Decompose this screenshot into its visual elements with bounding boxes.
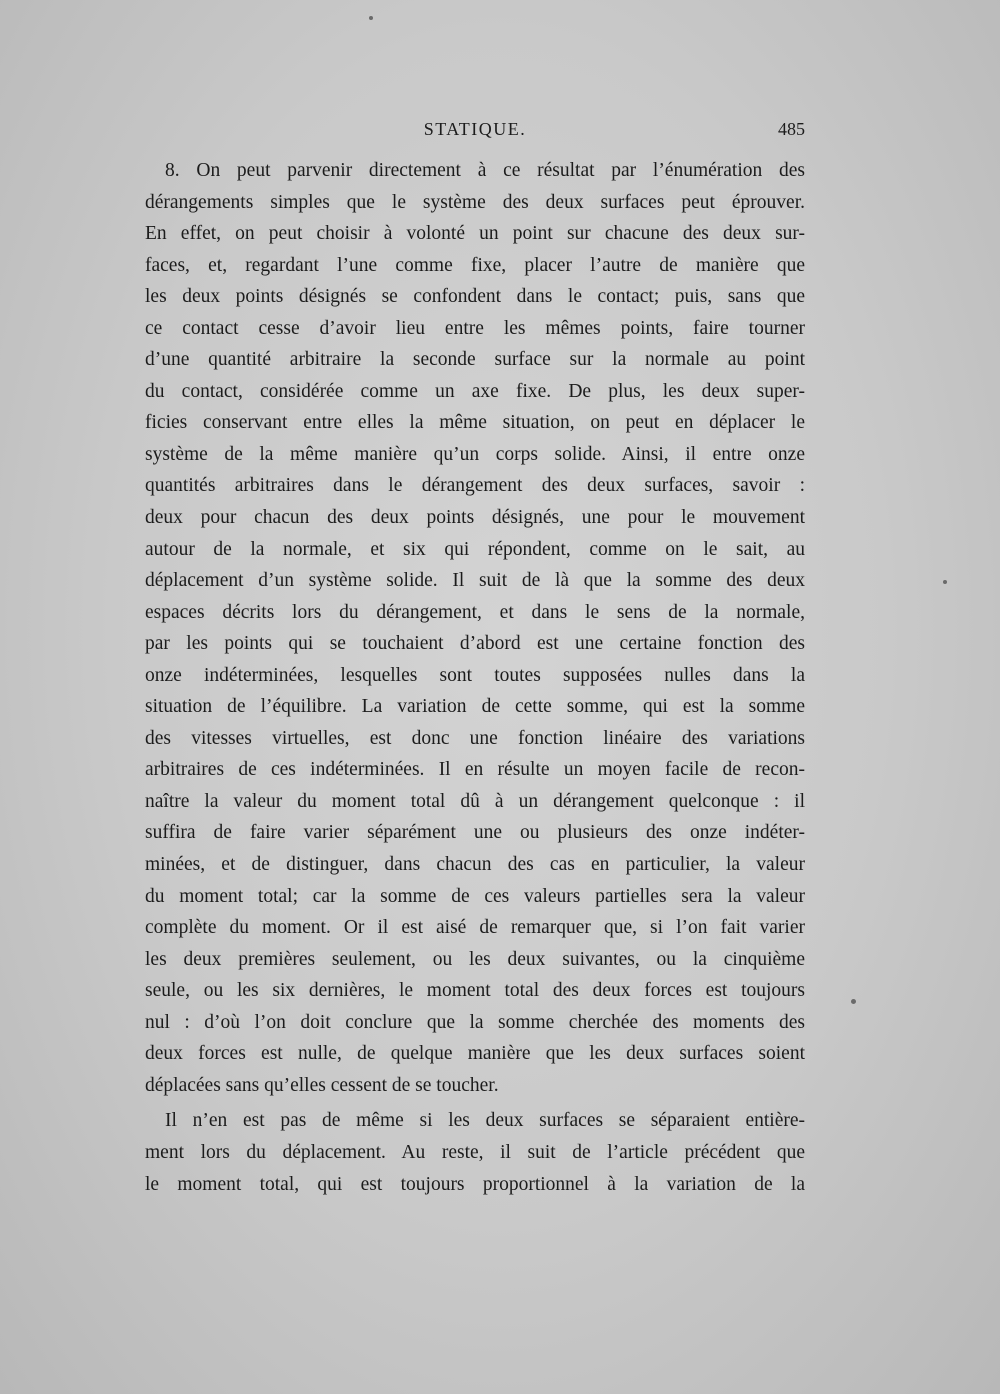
text-line: du moment total; car la somme de ces valeurs partielles sera la valeur bbox=[145, 885, 805, 907]
text-line: du contact, considérée comme un axe fixe. De plus, les deux super- bbox=[145, 380, 805, 402]
text-line: minées, et de distinguer, dans chacun des cas en particulier, la valeur bbox=[145, 854, 805, 876]
text-line: arbitraires de ces indéterminées. Il en résulte un moyen facile de recon- bbox=[145, 759, 805, 781]
text-line: d’une quantité arbitraire la seconde surface sur la normale au point bbox=[145, 349, 805, 371]
text-line: En effet, on peut choisir à volonté un point sur chacune des deux sur- bbox=[145, 223, 805, 245]
text-line: situation de l’équilibre. La variation de cette somme, qui est la somme bbox=[145, 696, 805, 718]
text-line: des vitesses virtuelles, est donc une fonction linéaire des variations bbox=[145, 727, 805, 749]
text-line: espaces décrits lors du dérangement, et dans le sens de la normale, bbox=[145, 601, 805, 623]
running-title: STATIQUE. bbox=[423, 119, 527, 139]
text-line: Il n’en est pas de même si les deux surfaces se séparaient entière- bbox=[165, 1110, 805, 1132]
text-line: ment lors du déplacement. Au reste, il suit de l’article précédent que bbox=[145, 1141, 805, 1163]
dust-speck bbox=[851, 999, 856, 1004]
text-line: les deux premières seulement, ou les deux suivantes, ou la cinquième bbox=[145, 948, 805, 970]
text-line: deux pour chacun des deux points désignés, une pour le mouvement bbox=[145, 507, 805, 529]
text-line: seule, ou les six dernières, le moment total des deux forces est toujours bbox=[145, 980, 805, 1002]
text-line: nul : d’où l’on doit conclure que la somme cherchée des moments des bbox=[145, 1011, 805, 1033]
text-line: autour de la normale, et six qui répondent, comme on le sait, au bbox=[145, 538, 805, 560]
page-header bbox=[145, 119, 805, 145]
text-line: déplacement d’un système solide. Il suit de là que la somme des deux bbox=[145, 570, 805, 592]
text-line: suffira de faire varier séparément une ou plusieurs des onze indéter- bbox=[145, 822, 805, 844]
text-line: ficies conservant entre elles la même situation, on peut en déplacer le bbox=[145, 412, 805, 434]
text-line: quantités arbitraires dans le dérangement des deux surfaces, savoir : bbox=[145, 475, 805, 497]
text-line: 8. On peut parvenir directement à ce résultat par l’énumération des bbox=[165, 160, 805, 181]
text-line: dérangements simples que le système des deux surfaces peut éprouver. bbox=[145, 191, 805, 213]
text-line: les deux points désignés se confondent dans le contact; puis, sans que bbox=[145, 286, 805, 308]
text-line: ce contact cesse d’avoir lieu entre les mêmes points, faire tourner bbox=[145, 317, 805, 339]
text-line: onze indéterminées, lesquelles sont toutes supposées nulles dans la bbox=[145, 664, 805, 686]
paragraph bbox=[145, 1105, 805, 1200]
paragraph bbox=[145, 155, 805, 1101]
text-line: complète du moment. Or il est aisé de remarquer que, si l’on fait varier bbox=[145, 917, 805, 939]
text-line: deux forces est nulle, de quelque manière que les deux surfaces soient bbox=[145, 1043, 805, 1065]
dust-speck bbox=[369, 16, 373, 20]
text-line: système de la même manière qu’un corps solide. Ainsi, il entre onze bbox=[145, 443, 805, 465]
body-text bbox=[145, 155, 805, 1200]
page-number: 485 bbox=[778, 119, 805, 139]
dust-speck bbox=[943, 580, 947, 584]
text-line: faces, et, regardant l’une comme fixe, placer l’autre de manière que bbox=[145, 254, 805, 276]
text-line: naître la valeur du moment total dû à un dérangement quelconque : il bbox=[145, 790, 805, 812]
text-line: déplacées sans qu’elles cessent de se toucher. bbox=[145, 1074, 499, 1096]
text-line: par les points qui se touchaient d’abord est une certaine fonction des bbox=[145, 633, 805, 655]
text-line: le moment total, qui est toujours proportionnel à la variation de la bbox=[145, 1173, 805, 1195]
